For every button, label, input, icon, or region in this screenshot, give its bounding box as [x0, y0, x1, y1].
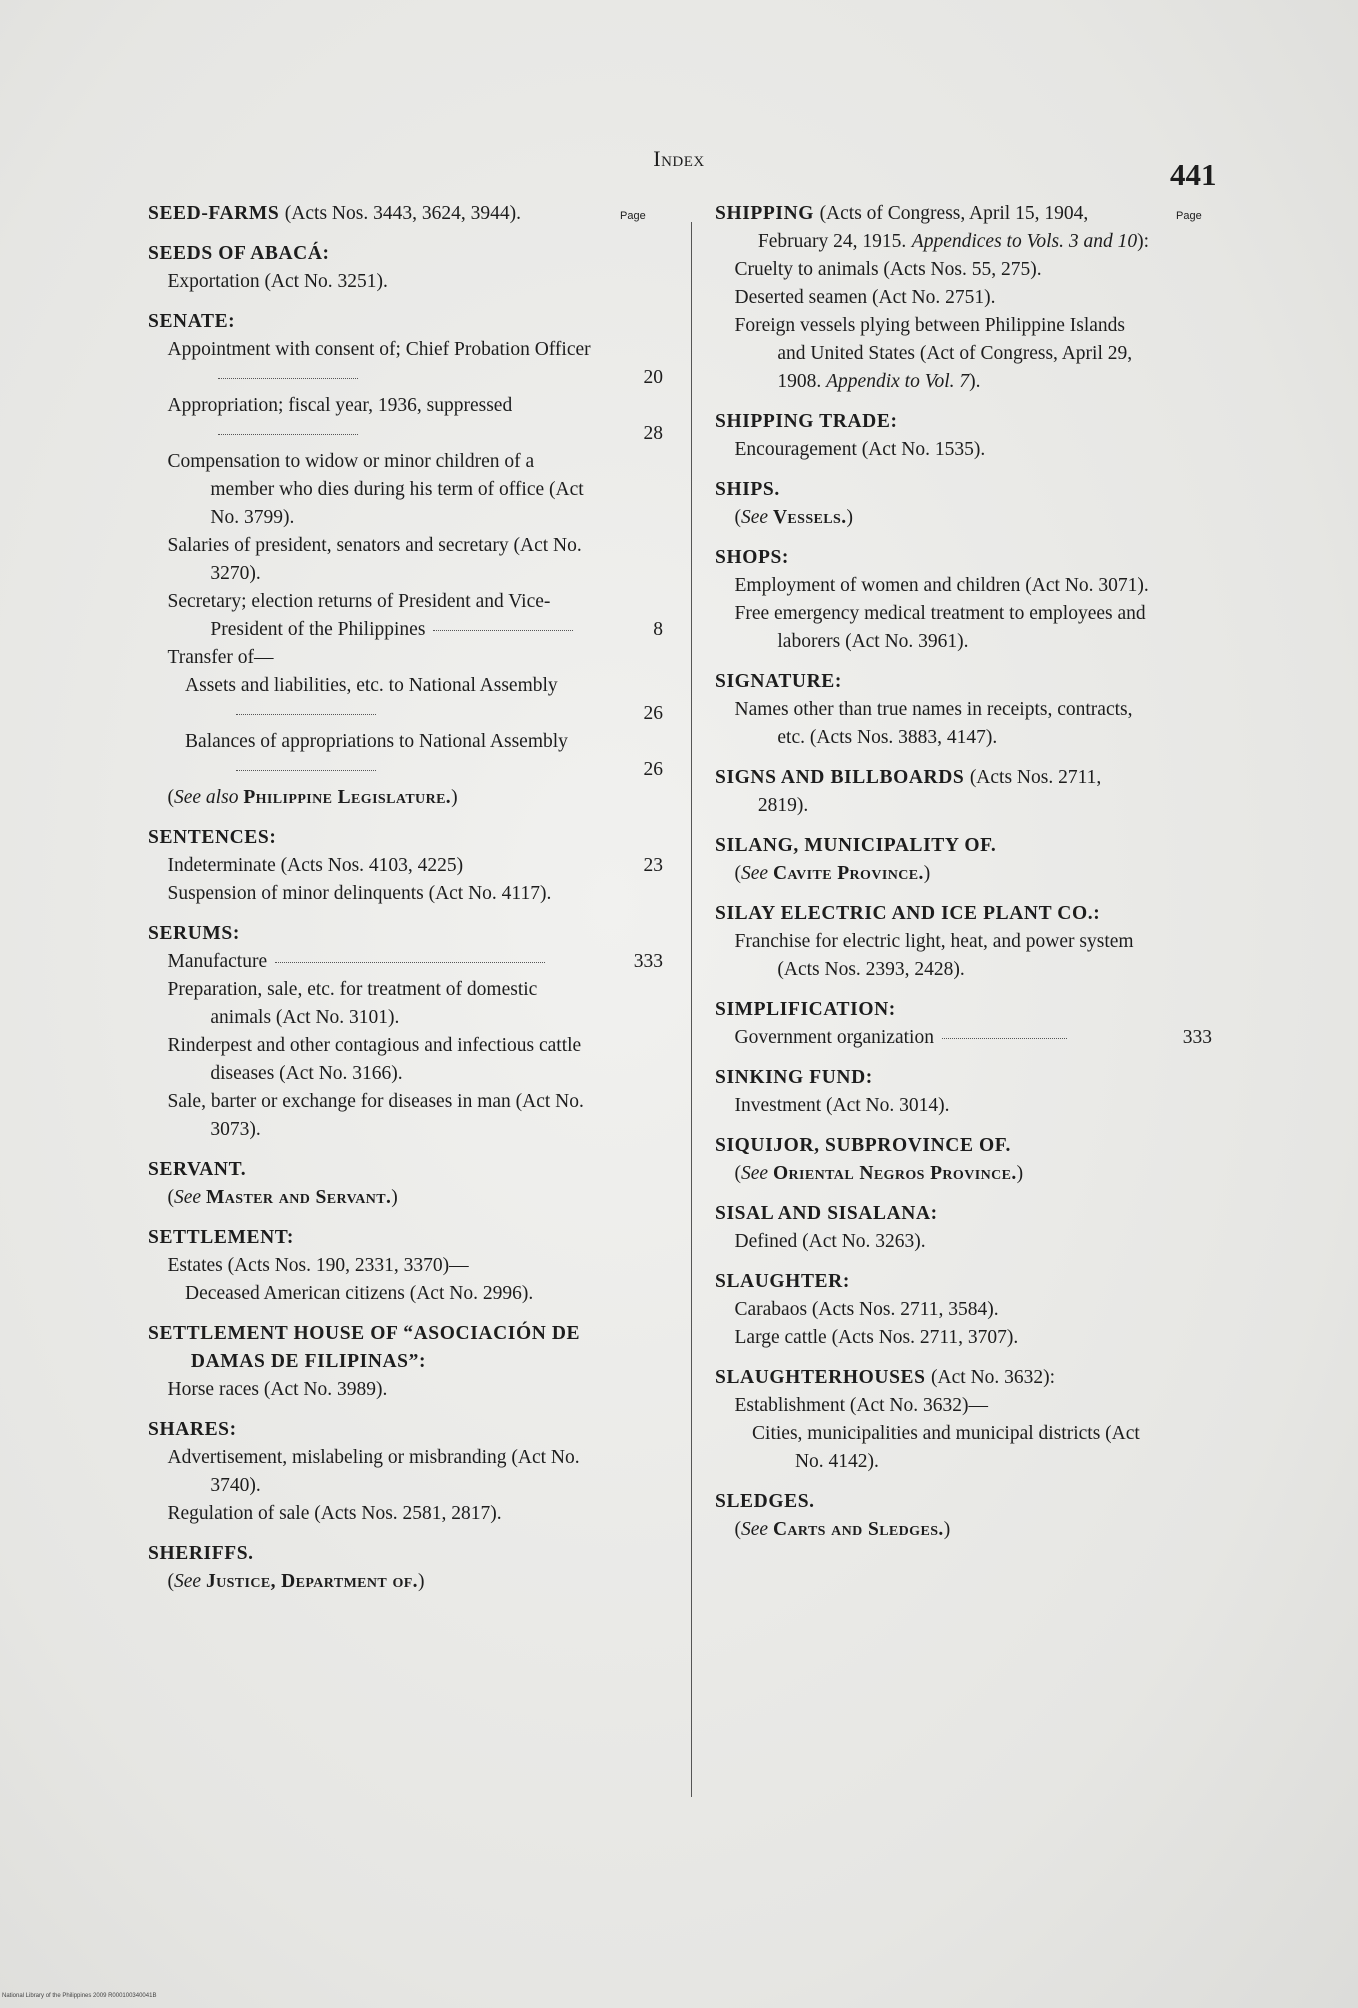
subentry: Balances of appropriations to National Assembly 26 [148, 728, 593, 784]
index-entry [148, 1320, 593, 1404]
page-number: 441 [1170, 157, 1217, 192]
subentry: Preparation, sale, etc. for treatment of domestic animals (Act No. 3101). [167, 979, 538, 1028]
subentry: Suspension of minor delinquents (Act No. 4117). [167, 883, 552, 904]
see-reference: (See Vessels.) [734, 507, 853, 528]
index-entry [715, 408, 1150, 464]
subentry: Carabaos (Acts Nos. 2711, 3584). [734, 1299, 999, 1320]
entry-heading: SIMPLIFICATION: [715, 999, 896, 1020]
see-reference: (See Cavite Province.) [734, 863, 931, 884]
subentry: Secretary; election returns of President and Vice-President of the Philippines 8 [148, 588, 593, 644]
index-entry [715, 996, 1212, 1052]
subentry: Appointment with consent of; Chief Probation Officer 20 [148, 336, 593, 392]
index-entry [715, 200, 1150, 396]
subentry: Advertisement, mislabeling or misbranding (Act No. 3740). [167, 1447, 580, 1496]
subentry: Compensation to widow or minor children of a member who dies during his term of office (Act No. 3799). [167, 451, 584, 528]
subentry: Estates (Acts Nos. 190, 2331, 3370)— [167, 1255, 469, 1276]
page-ref: 26 [643, 759, 663, 780]
subentry: Large cattle (Acts Nos. 2711, 3707). [734, 1327, 1019, 1348]
subentry: Sale, barter or exchange for diseases in man (Act No. 3073). [167, 1091, 584, 1140]
running-head: Index [653, 146, 705, 171]
index-entry [148, 1224, 593, 1308]
entry-heading: SETTLEMENT HOUSE OF “ASOCIACIÓN DE DAMAS DE FILIPINAS”: [148, 1323, 581, 1372]
entry-heading: SETTLEMENT: [148, 1227, 295, 1248]
subentry: Regulation of sale (Acts Nos. 2581, 2817). [167, 1503, 502, 1524]
index-entry [715, 1268, 1150, 1352]
subentry: Indeterminate (Acts Nos. 4103, 4225) 23 [148, 852, 593, 880]
subentry: Deceased American citizens (Act No. 2996). [185, 1283, 534, 1304]
subentry: Establishment (Act No. 3632)— [734, 1395, 988, 1416]
subentry: Assets and liabilities, etc. to National Assembly 26 [148, 672, 593, 728]
subentry: Defined (Act No. 3263). [734, 1231, 926, 1252]
subentry: Horse races (Act No. 3989). [167, 1379, 388, 1400]
entry-heading: SEEDS OF ABACÁ: [148, 243, 330, 264]
entry-heading: SENATE: [148, 311, 236, 332]
index-entry [148, 308, 663, 812]
page-ref: 20 [643, 367, 663, 388]
page-ref: 333 [1182, 1027, 1212, 1048]
index-entry [715, 544, 1150, 656]
entry-heading: SHERIFFS. [148, 1543, 254, 1564]
entry-heading: SILANG, MUNICIPALITY OF. [715, 835, 997, 856]
entry-heading: SERUMS: [148, 923, 240, 944]
subentry: Transfer of— [167, 647, 274, 668]
index-entry [715, 1132, 1150, 1188]
subentry: Manufacture 333 [148, 948, 593, 976]
subentry: Encouragement (Act No. 1535). [734, 439, 986, 460]
entry-heading: SERVANT. [148, 1159, 247, 1180]
subentry: Appropriation; fiscal year, 1936, suppressed 28 [148, 392, 593, 448]
entry-heading: SILAY ELECTRIC AND ICE PLANT CO.: [715, 903, 1101, 924]
see-reference: (See Carts and Sledges.) [734, 1519, 951, 1540]
subentry: Cities, municipalities and municipal districts (Act No. 4142). [752, 1423, 1140, 1472]
index-entry [148, 1416, 593, 1528]
page-ref: 333 [633, 951, 663, 972]
column-divider [691, 222, 692, 1797]
page-ref: 8 [653, 619, 663, 640]
entry-heading: SHARES: [148, 1419, 237, 1440]
entry-heading: SINKING FUND: [715, 1067, 873, 1088]
see-reference: (See also Philippine Legislature.) [167, 787, 458, 808]
index-entry [715, 1200, 1150, 1256]
see-reference: (See Oriental Negros Province.) [734, 1163, 1024, 1184]
index-entry [715, 764, 1150, 820]
subentry: Investment (Act No. 3014). [734, 1095, 950, 1116]
subentry: Exportation (Act No. 3251). [167, 271, 388, 292]
index-entry [715, 1064, 1150, 1120]
entry-heading: SHOPS: [715, 547, 790, 568]
entry-heading: SIQUIJOR, SUBPROVINCE OF. [715, 1135, 1011, 1156]
page-ref: 23 [643, 855, 663, 876]
index-entry [148, 824, 663, 908]
page-column-label-right: Page [1176, 210, 1202, 222]
entry-heading: SLEDGES. [715, 1491, 815, 1512]
index-entry [148, 240, 593, 296]
subentry: Deserted seamen (Act No. 2751). [734, 287, 996, 308]
index-entry [148, 1156, 593, 1212]
index-entry [715, 1364, 1150, 1476]
index-entry [715, 668, 1150, 752]
subentry: Employment of women and children (Act No. 3071). [734, 575, 1149, 596]
index-entry [148, 200, 593, 228]
index-entry [715, 1488, 1150, 1544]
subentry: Cruelty to animals (Acts Nos. 55, 275). [734, 259, 1042, 280]
index-entry [715, 832, 1150, 888]
entry-heading: SENTENCES: [148, 827, 277, 848]
subentry: Rinderpest and other contagious and infectious cattle diseases (Act No. 3166). [167, 1035, 582, 1084]
entry-heading: SHIPS. [715, 479, 780, 500]
entry-heading: SHIPPING (Acts of Congress, April 15, 1904, February 24, 1915. Appendices to Vols. 3 and 10): [715, 203, 1150, 252]
subentry: Salaries of president, senators and secretary (Act No. 3270). [167, 535, 582, 584]
index-entry [148, 1540, 593, 1596]
index-entry [148, 920, 663, 1144]
subentry: Names other than true names in receipts, contracts, etc. (Acts Nos. 3883, 4147). [734, 699, 1133, 748]
entry-heading: SHIPPING TRADE: [715, 411, 898, 432]
see-reference: (See Justice, Department of.) [167, 1571, 425, 1592]
subentry: Free emergency medical treatment to employees and laborers (Act No. 3961). [734, 603, 1146, 652]
entry-heading: SEED-FARMS (Acts Nos. 3443, 3624, 3944). [148, 203, 521, 224]
index-entry [715, 900, 1150, 984]
subentry: Government organization 333 [715, 1024, 1150, 1052]
scan-footer: National Library of the Philippines 2009 R000100340041B [2, 1993, 157, 1999]
entry-heading: SIGNATURE: [715, 671, 842, 692]
page-ref: 26 [643, 703, 663, 724]
page-column-label-left: Page [620, 210, 646, 222]
subentry: Franchise for electric light, heat, and power system (Acts Nos. 2393, 2428). [734, 931, 1134, 980]
entry-heading: SLAUGHTER: [715, 1271, 850, 1292]
entry-heading: SLAUGHTERHOUSES (Act No. 3632): [715, 1367, 1056, 1388]
entry-heading: SIGNS AND BILLBOARDS (Acts Nos. 2711, 2819). [715, 767, 1102, 816]
subentry: Foreign vessels plying between Philippine Islands and United States (Act of Congress, April 29, 1908. Appendix to Vol. 7). [734, 315, 1133, 392]
page-ref: 28 [643, 423, 663, 444]
entry-heading: SISAL AND SISALANA: [715, 1203, 938, 1224]
index-entry [715, 476, 1150, 532]
see-reference: (See Master and Servant.) [167, 1187, 398, 1208]
